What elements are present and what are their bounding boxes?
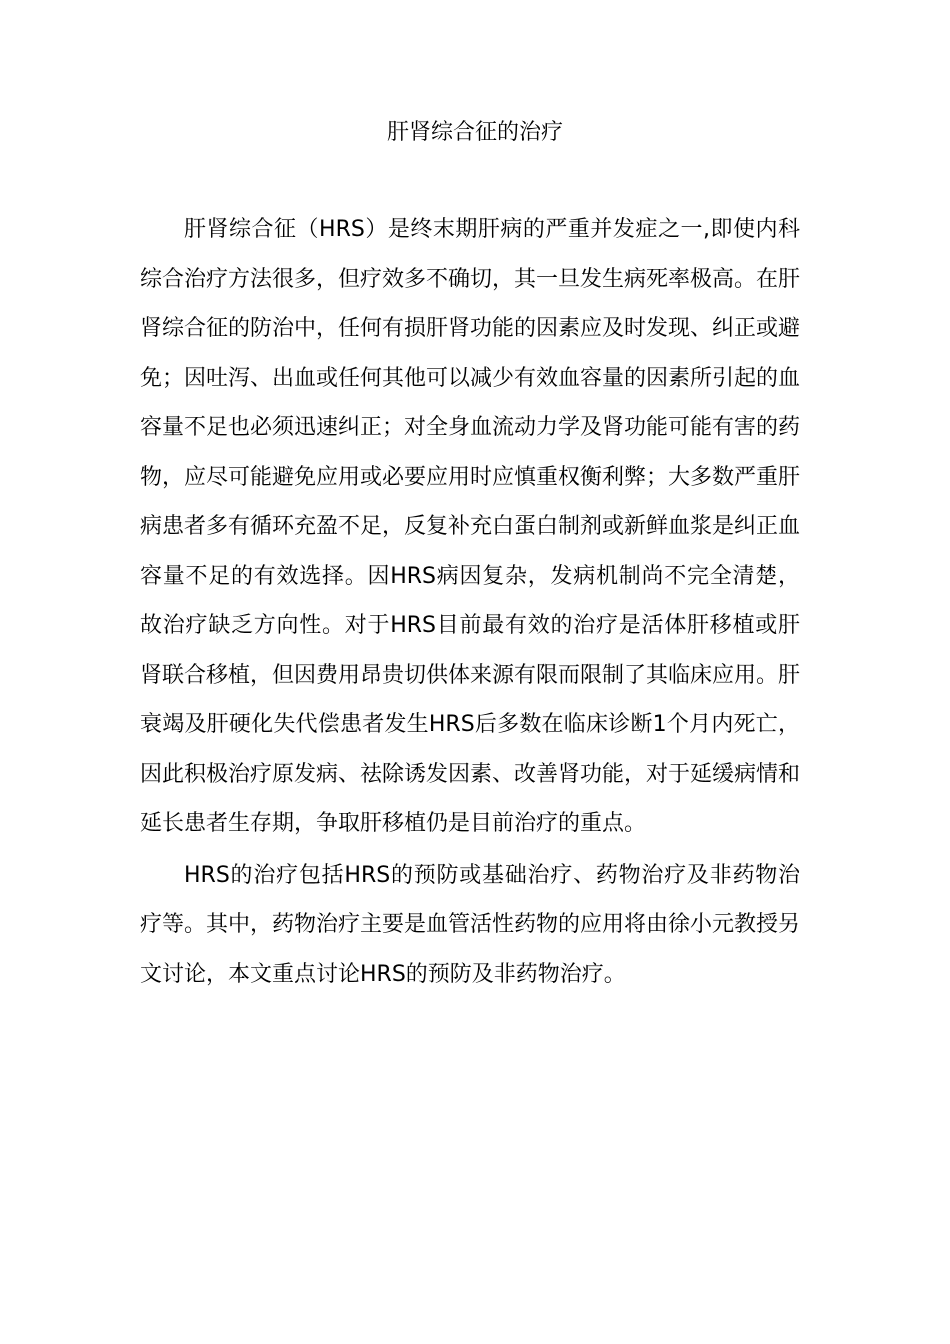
paragraph-intro: 肝肾综合征（HRS）是终末期肝病的严重并发症之一,即使内科综合治疗方法很多，但疗效多不确切，其一旦发生病死率极高。在肝肾综合征的防治中，任何有损肝肾功能的因素应及时发现、纠正或避免；因吐泻、出血或任何其他可以减少有效血容量的因素所引起的血容量不足也必须迅速纠正；对全身血流动力学及肾功能可能有害的药物，应尽可能避免应用或必要应用时应慎重权衡利弊；大多数严重肝病患者多有循环充盈不足，反复补充白蛋白制剂或新鲜血浆是纠正血容量不足的有效选择。因HRS病因复杂，发病机制尚不完全清楚，故治疗缺乏方向性。对于HRS目前最有效的治疗是活体肝移植或肝肾联合移植，但因费用昂贵切供体来源有限而限制了其临床应用。肝衰竭及肝硬化失代偿患者发生HRS后多数在临床诊断1个月内死亡，因此积极治疗原发病、祛除诱发因素、改善肾功能，对于延缓病情和延长患者生存期，争取肝移植仍是目前治疗的重点。 bbox=[140, 217, 801, 836]
document-body bbox=[140, 205, 800, 999]
document-title: 肝肾综合征的治疗 bbox=[386, 120, 563, 145]
paragraph-treatment-overview: HRS的治疗包括HRS的预防或基础治疗、药物治疗及非药物治疗等。其中，药物治疗主要是血管活性药物的应用将由徐小元教授另文讨论，本文重点讨论HRS的预防及非药物治疗。 bbox=[140, 862, 801, 987]
